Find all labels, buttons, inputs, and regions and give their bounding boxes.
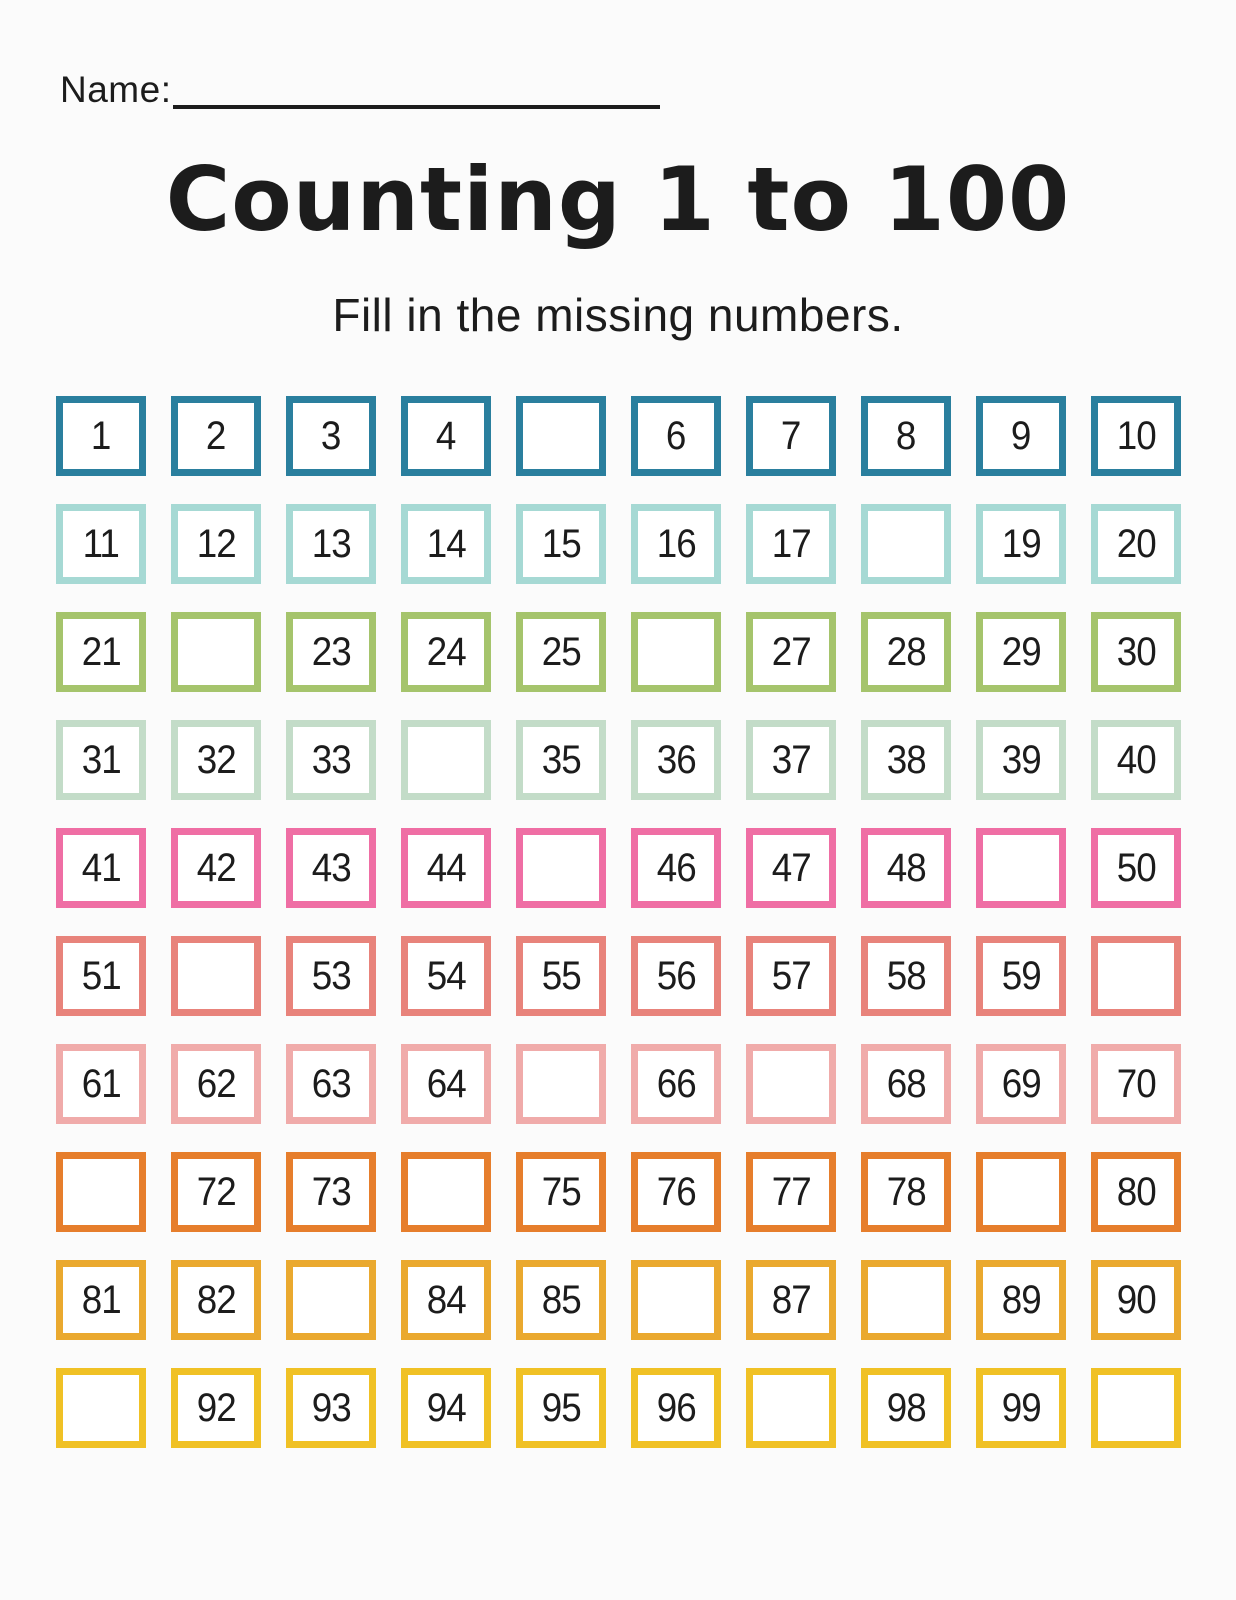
cell-number: 57 <box>771 953 811 998</box>
grid-cell-blank[interactable] <box>56 1368 146 1448</box>
cell-number: 62 <box>196 1061 236 1106</box>
cell-number: 94 <box>426 1385 466 1430</box>
grid-cell-blank[interactable] <box>746 1044 836 1124</box>
grid-cell <box>171 1368 261 1448</box>
name-input-line[interactable] <box>173 105 660 109</box>
cell-number: 96 <box>656 1385 696 1430</box>
grid-cell-blank[interactable] <box>171 612 261 692</box>
cell-number: 61 <box>81 1061 121 1106</box>
cell-number: 1 <box>91 413 111 458</box>
cell-number: 24 <box>426 629 466 674</box>
grid-cell <box>171 504 261 584</box>
cell-number: 2 <box>206 413 226 458</box>
grid-cell <box>56 1044 146 1124</box>
grid-cell <box>286 936 376 1016</box>
grid-cell-blank[interactable] <box>631 1260 721 1340</box>
cell-number: 8 <box>896 413 916 458</box>
grid-cell <box>171 396 261 476</box>
grid-cell <box>976 504 1066 584</box>
grid-cell <box>861 1044 951 1124</box>
grid-cell <box>976 720 1066 800</box>
cell-number: 40 <box>1116 737 1156 782</box>
number-grid <box>56 396 1181 1448</box>
cell-number: 63 <box>311 1061 351 1106</box>
grid-cell <box>631 1152 721 1232</box>
grid-cell <box>631 828 721 908</box>
cell-number: 95 <box>541 1385 581 1430</box>
cell-number: 54 <box>426 953 466 998</box>
grid-cell <box>516 1152 606 1232</box>
name-label: Name: <box>60 69 172 110</box>
grid-cell <box>401 828 491 908</box>
grid-cell <box>976 612 1066 692</box>
cell-number: 56 <box>656 953 696 998</box>
grid-cell <box>1091 1260 1181 1340</box>
grid-cell-blank[interactable] <box>401 720 491 800</box>
page-subtitle: Fill in the missing numbers. <box>332 289 904 341</box>
cell-number: 7 <box>781 413 801 458</box>
grid-cell <box>976 1260 1066 1340</box>
cell-number: 90 <box>1116 1277 1156 1322</box>
cell-number: 30 <box>1116 629 1156 674</box>
grid-cell-blank[interactable] <box>286 1260 376 1340</box>
grid-cell <box>401 936 491 1016</box>
grid-cell <box>401 1368 491 1448</box>
page-title: Counting 1 to 100 <box>165 148 1071 251</box>
cell-number: 38 <box>886 737 926 782</box>
grid-cell <box>631 1044 721 1124</box>
grid-cell-blank[interactable] <box>1091 936 1181 1016</box>
grid-cell <box>516 720 606 800</box>
cell-number: 9 <box>1011 413 1031 458</box>
cell-number: 93 <box>311 1385 351 1430</box>
cell-number: 13 <box>311 521 351 566</box>
cell-number: 48 <box>886 845 926 890</box>
cell-number: 19 <box>1001 521 1041 566</box>
grid-cell <box>746 1152 836 1232</box>
grid-cell <box>171 720 261 800</box>
cell-number: 69 <box>1001 1061 1041 1106</box>
grid-cell-blank[interactable] <box>976 828 1066 908</box>
grid-cell-blank[interactable] <box>401 1152 491 1232</box>
cell-number: 33 <box>311 737 351 782</box>
cell-number: 10 <box>1116 413 1156 458</box>
cell-number: 66 <box>656 1061 696 1106</box>
grid-cell <box>861 396 951 476</box>
grid-cell <box>56 504 146 584</box>
cell-number: 76 <box>656 1169 696 1214</box>
grid-cell-blank[interactable] <box>746 1368 836 1448</box>
grid-cell <box>861 612 951 692</box>
grid-cell <box>976 936 1066 1016</box>
cell-number: 17 <box>771 521 811 566</box>
cell-number: 35 <box>541 737 581 782</box>
grid-cell <box>286 828 376 908</box>
cell-number: 36 <box>656 737 696 782</box>
grid-cell <box>171 1152 261 1232</box>
grid-cell <box>746 504 836 584</box>
grid-cell-blank[interactable] <box>516 1044 606 1124</box>
cell-number: 47 <box>771 845 811 890</box>
cell-number: 89 <box>1001 1277 1041 1322</box>
grid-cell <box>401 1044 491 1124</box>
cell-number: 11 <box>82 521 120 566</box>
cell-number: 32 <box>196 737 236 782</box>
grid-cell <box>286 396 376 476</box>
grid-cell <box>516 504 606 584</box>
cell-number: 20 <box>1116 521 1156 566</box>
grid-cell <box>976 396 1066 476</box>
grid-cell <box>286 1044 376 1124</box>
cell-number: 64 <box>426 1061 466 1106</box>
cell-number: 28 <box>886 629 926 674</box>
grid-cell <box>171 1044 261 1124</box>
cell-number: 31 <box>81 737 121 782</box>
grid-cell <box>1091 396 1181 476</box>
cell-number: 42 <box>196 845 236 890</box>
cell-number: 72 <box>196 1169 236 1214</box>
grid-cell-blank[interactable] <box>976 1152 1066 1232</box>
grid-cell <box>56 828 146 908</box>
cell-number: 44 <box>426 845 466 890</box>
cell-number: 82 <box>196 1277 236 1322</box>
grid-cell <box>56 936 146 1016</box>
name-row <box>60 70 660 111</box>
grid-cell <box>171 828 261 908</box>
cell-number: 37 <box>771 737 811 782</box>
grid-cell <box>401 612 491 692</box>
cell-number: 50 <box>1116 845 1156 890</box>
cell-number: 4 <box>436 413 456 458</box>
grid-cell <box>631 720 721 800</box>
grid-cell <box>516 936 606 1016</box>
grid-cell <box>56 1260 146 1340</box>
cell-number: 84 <box>426 1277 466 1322</box>
grid-cell <box>1091 1044 1181 1124</box>
cell-number: 16 <box>656 521 696 566</box>
cell-number: 15 <box>541 521 581 566</box>
grid-cell <box>631 936 721 1016</box>
grid-cell-blank[interactable] <box>631 612 721 692</box>
grid-cell <box>746 396 836 476</box>
grid-cell <box>286 612 376 692</box>
cell-number: 59 <box>1001 953 1041 998</box>
grid-cell <box>56 720 146 800</box>
grid-cell <box>1091 1152 1181 1232</box>
grid-cell <box>746 1260 836 1340</box>
cell-number: 68 <box>886 1061 926 1106</box>
grid-cell <box>401 396 491 476</box>
grid-cell-blank[interactable] <box>861 504 951 584</box>
grid-cell <box>286 1368 376 1448</box>
cell-number: 21 <box>81 629 121 674</box>
cell-number: 43 <box>311 845 351 890</box>
grid-cell <box>286 504 376 584</box>
grid-cell <box>286 1152 376 1232</box>
cell-number: 98 <box>886 1385 926 1430</box>
grid-cell <box>631 396 721 476</box>
cell-number: 51 <box>81 953 121 998</box>
cell-number: 92 <box>196 1385 236 1430</box>
grid-cell <box>746 720 836 800</box>
grid-cell <box>56 396 146 476</box>
grid-cell <box>1091 720 1181 800</box>
grid-cell <box>746 612 836 692</box>
grid-cell <box>171 1260 261 1340</box>
grid-cell <box>286 720 376 800</box>
cell-number: 85 <box>541 1277 581 1322</box>
grid-cell-blank[interactable] <box>1091 1368 1181 1448</box>
grid-cell <box>1091 828 1181 908</box>
grid-cell <box>631 504 721 584</box>
cell-number: 58 <box>886 953 926 998</box>
grid-cell-blank[interactable] <box>56 1152 146 1232</box>
cell-number: 99 <box>1001 1385 1041 1430</box>
grid-cell <box>1091 612 1181 692</box>
cell-number: 53 <box>311 953 351 998</box>
cell-number: 46 <box>656 845 696 890</box>
cell-number: 78 <box>886 1169 926 1214</box>
cell-number: 12 <box>196 521 236 566</box>
cell-number: 77 <box>771 1169 811 1214</box>
grid-cell-blank[interactable] <box>861 1260 951 1340</box>
grid-cell <box>861 828 951 908</box>
cell-number: 87 <box>771 1277 811 1322</box>
cell-number: 3 <box>321 413 341 458</box>
cell-number: 14 <box>426 521 466 566</box>
grid-cell <box>631 1368 721 1448</box>
cell-number: 27 <box>771 629 811 674</box>
grid-cell-blank[interactable] <box>171 936 261 1016</box>
cell-number: 55 <box>541 953 581 998</box>
cell-number: 80 <box>1116 1169 1156 1214</box>
cell-number: 70 <box>1116 1061 1156 1106</box>
grid-cell <box>976 1044 1066 1124</box>
grid-cell <box>516 1260 606 1340</box>
cell-number: 23 <box>311 629 351 674</box>
grid-cell-blank[interactable] <box>516 828 606 908</box>
cell-number: 81 <box>81 1277 121 1322</box>
grid-cell <box>516 612 606 692</box>
grid-cell <box>516 1368 606 1448</box>
cell-number: 29 <box>1001 629 1041 674</box>
grid-cell <box>861 720 951 800</box>
grid-cell <box>746 828 836 908</box>
cell-number: 75 <box>541 1169 581 1214</box>
grid-cell <box>1091 504 1181 584</box>
cell-number: 73 <box>311 1169 351 1214</box>
grid-cell <box>976 1368 1066 1448</box>
cell-number: 25 <box>541 629 581 674</box>
grid-cell <box>401 1260 491 1340</box>
cell-number: 6 <box>666 413 686 458</box>
cell-number: 41 <box>81 845 121 890</box>
grid-cell-blank[interactable] <box>516 396 606 476</box>
grid-cell <box>861 936 951 1016</box>
grid-cell <box>861 1368 951 1448</box>
grid-cell <box>861 1152 951 1232</box>
grid-cell <box>401 504 491 584</box>
grid-cell <box>746 936 836 1016</box>
cell-number: 39 <box>1001 737 1041 782</box>
grid-cell <box>56 612 146 692</box>
